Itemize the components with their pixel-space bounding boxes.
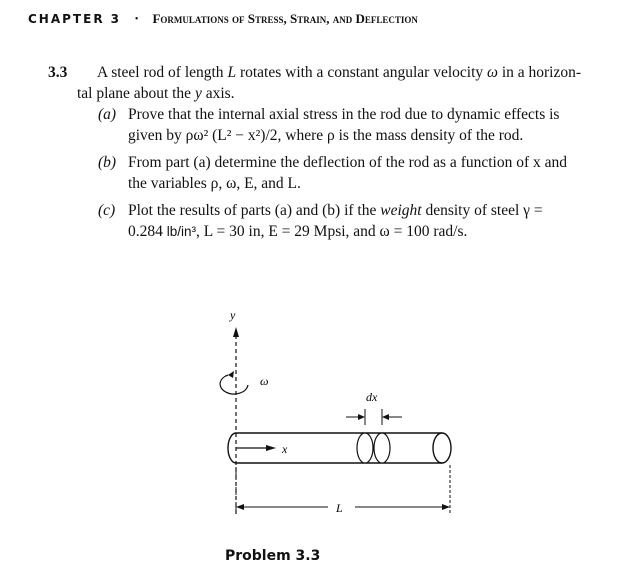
part-c-line1-b: density of steel γ = (421, 202, 543, 219)
statement-var-y: y (194, 85, 202, 102)
part-b-line1: From part (a) determine the deflection of the rod as a function of x and (128, 154, 568, 171)
part-c-units: lb/in³ (166, 224, 197, 239)
x-axis-label: x (282, 442, 288, 456)
part-c-body (128, 200, 618, 242)
y-axis-label: y (230, 308, 236, 322)
part-a-line2: given by ρω² (L² − x²)/2, where ρ is the mass density of the rod. (128, 127, 524, 144)
part-c-label: (c) (98, 202, 116, 219)
part-c-line2-b: , L = 30 in, E = 29 Mpsi, and ω = 100 rad/s. (196, 223, 468, 240)
figure-caption: Problem 3.3 (225, 548, 321, 564)
part-c-line2-a: 0.284 (128, 223, 167, 240)
part-b-body (128, 152, 618, 194)
statement-text-d: tal plane about the (77, 85, 195, 102)
section-title: Formulations of Stress, Strain, and Deflection (152, 11, 418, 26)
dx-arrow-left-head (358, 414, 365, 420)
part-c-weight: weight (380, 202, 422, 219)
problem-statement (77, 62, 617, 104)
statement-text-c: in a horizon- (497, 64, 582, 81)
rod-left-end (228, 433, 236, 463)
problem-number: 3.3 (48, 64, 68, 81)
y-axis-arrow (233, 327, 239, 337)
statement-text-e: axis. (201, 85, 235, 102)
part-b-label: (b) (98, 154, 117, 171)
element-right-face (374, 433, 390, 463)
rotation-arrow-icon (220, 375, 248, 394)
L-label: L (336, 501, 343, 515)
running-header (28, 8, 608, 30)
x-axis-arrow (266, 445, 276, 451)
part-a-line1: Prove that the internal axial stress in the rod due to dynamic effects is (128, 106, 560, 123)
dx-arrow-right-head (382, 414, 389, 420)
chapter-label: CHAPTER (28, 12, 105, 26)
rotation-arrowhead-icon (228, 371, 234, 378)
part-c-line2 (128, 221, 618, 242)
header-bullet: • (134, 14, 139, 25)
L-arrow-left-head (236, 504, 244, 510)
element-left-face (357, 433, 373, 463)
statement-var-L: L (227, 64, 237, 81)
chapter-number: 3 (110, 12, 119, 26)
statement-var-omega: ω (487, 64, 498, 81)
part-c-line1-a: Plot the results of parts (a) and (b) if the (128, 202, 381, 219)
statement-continuation (77, 83, 617, 104)
L-arrow-right-head (442, 504, 450, 510)
omega-label: ω (260, 374, 269, 388)
part-a-body (128, 104, 618, 146)
part-a-label: (a) (98, 106, 117, 123)
rod-right-end (433, 433, 451, 463)
statement-text-a: A steel rod of length (97, 64, 228, 81)
rotating-rod-figure (190, 305, 490, 545)
statement-text-b: rotates with a constant angular velocity (236, 64, 487, 81)
dx-label: dx (366, 390, 378, 404)
part-b-line2: the variables ρ, ω, E, and L. (128, 175, 301, 192)
part-c-line1 (128, 200, 618, 221)
